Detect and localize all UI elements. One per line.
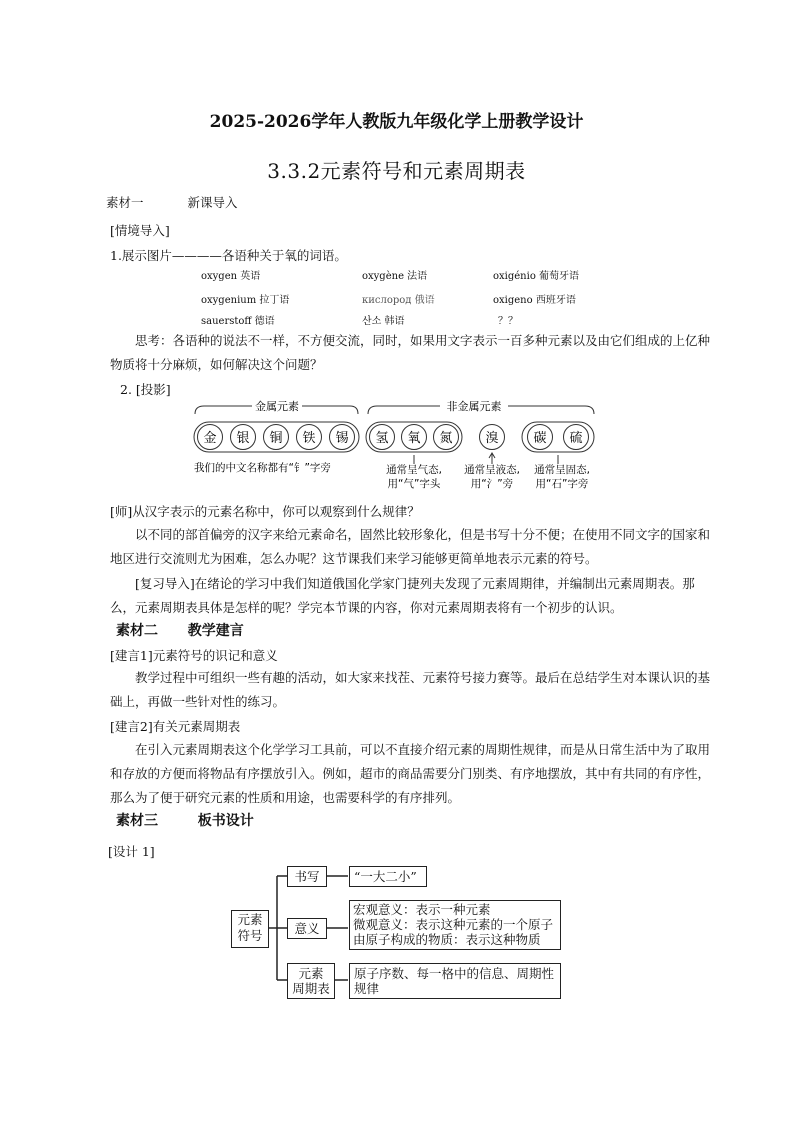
nonmetal-title: 非金属元素 [446,400,502,413]
word-cell: oxygenium 拉丁语 [201,295,290,306]
word-cell: sauerstoff 德语 [201,316,275,327]
word-cell: oxigénio 葡萄牙语 [493,271,580,282]
liquid-caption-line: 用“氵”旁 [470,478,514,490]
word-cell: oxygène 法语 [362,271,428,282]
bracket-line [368,406,440,414]
meaning-line: 宏观意义：表示一种元素 [353,902,491,917]
suggestion2-text: 在引入元素周期表这个化学学习工具前，可以不直接介绍元素的周期性规律，而是从日常生活中为了取用和存放的方便而将物品有序摆放引入。例如，超市的商品需要分门别类、有序地摆放，其中有共同的有序性，那么为了便于研究元素的性质和用途，也需要科学的有序排列。 [110,742,711,805]
word-cell: кислород 俄语 [362,295,435,306]
element-character: 锡 [335,431,349,446]
teacher-question: [师]从汉字表示的元素名称中，你可以观察到什么规律？ [110,504,420,519]
design-tag: [设计 1] [108,844,155,859]
suggestion1-text: 教学过程中可组织一些有趣的活动，如大家来找茬、元素符号接力赛等。最后在总结学生对本课认识的基础上，再做一些针对性的练习。 [110,670,711,709]
element-character: 氮 [439,431,453,446]
bracket-line [508,406,594,414]
branch-writing: 书写 [287,866,327,887]
section2-heading [116,620,244,640]
element-character: 金 [203,431,217,446]
section3-name: 板书设计 [197,813,254,829]
element-character: 硫 [569,431,583,446]
bracket-line [302,406,358,414]
element-character: 银 [236,431,250,446]
branch-periodic-table [287,963,335,999]
branch-line: 周期表 [292,981,330,996]
solid-caption-line: 用“石”字旁 [535,478,589,490]
root-line: 符号 [237,928,263,943]
root-box [231,910,269,948]
branch-line: 元素 [298,966,324,981]
periodic-line: 原子序数、每一格中的信息、周期性 [354,966,555,981]
word-cell: 산소 韩语 [362,316,405,327]
element-character: 溴 [485,431,499,446]
section3-number: 素材三 [116,813,158,829]
section2-name: 教学建言 [187,623,244,639]
gas-caption-line: 通常呈气态, [386,464,442,476]
think-paragraph: 思考：各语种的说法不一样，不方便交流，同时，如果用文字表示一百多种元素以及由它们组成的上亿种物质将十分麻烦，如何解决这个问题？ [110,333,711,372]
liquid-caption-line: 通常呈液态, [464,464,520,476]
root-line: 元素 [237,912,263,927]
element-radicals-figure [190,398,610,494]
element-character: 铁 [302,431,316,446]
item1-text: 1.展示图片————各语种关于氧的词语。 [110,248,347,263]
branch-meaning: 意义 [287,918,327,939]
element-character: 碳 [533,431,547,446]
metal-caption: 我们的中文名称都有“钅”字旁 [194,462,331,474]
word-cell: oxigeno 西班牙语 [493,295,576,306]
section1-label [106,193,238,211]
meaning-line: 由原子构成的物质：表示这种物质 [353,932,541,947]
suggestion2-title: [建言2]有关元素周期表 [110,719,241,734]
lesson-title: 3.3.2元素符号和元素周期表 [267,159,526,183]
element-character: 氧 [407,431,421,446]
meaning-detail [349,900,561,950]
metal-title: 金属元素 [255,400,299,413]
item2-text: 2. [投影] [120,382,171,397]
suggestion1-title: [建言1]元素符号的识记和意义 [110,648,278,663]
paragraph-radicals: 以不同的部首偏旁的汉字来给元素命名，固然比较形象化，但是书写十分不便；在使用不同文字的国家和地区进行交流则尤为困难，怎么办呢？这节课我们来学习能够更简单地表示元素的符号。 [110,527,711,566]
bracket-line [195,406,252,414]
gas-caption-line: 用“气”字头 [387,478,441,490]
periodic-line: 规律 [354,981,380,996]
periodic-table-detail [349,963,561,999]
meaning-line: 微观意义：表示这种元素的一个原子 [353,917,554,932]
section1-name: 新课导入 [187,195,238,210]
word-cell: oxygen 英语 [201,271,261,282]
paragraph-review: [复习导入]在绪论的学习中我们知道俄国化学家门捷列夫发现了元素周期律，并编制出元素周期表。那么，元素周期表具体是怎样的呢？学完本节课的内容，你对元素周期表将有一个初步的认识。 [110,576,695,615]
section1-number: 素材一 [106,195,144,210]
solid-caption-line: 通常呈固态, [534,464,590,476]
situation-tag: [情境导入] [110,223,170,238]
section3-heading [116,810,254,830]
section2-number: 素材二 [116,623,158,639]
element-character: 铜 [269,431,283,446]
document-title: 2025-2026学年人教版九年级化学上册教学设计 [209,112,584,132]
word-cell: ？？ [498,316,518,327]
writing-detail: “一大二小” [349,866,427,887]
element-character: 氢 [375,431,389,446]
